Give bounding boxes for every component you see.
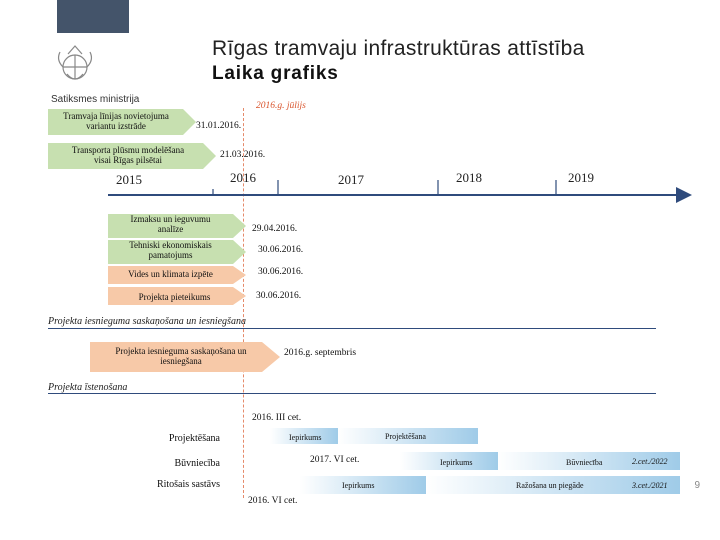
task-route-options-date: 31.01.2016. [196, 121, 242, 131]
approval-task-date: 2016.g. septembris [284, 348, 357, 358]
row-construction-end-date: 2.cet./2022 [632, 457, 668, 466]
task-application-date: 30.06.2016. [256, 291, 302, 301]
approval-task-label: Projekta iesnieguma saskaņošana un iesniegšana [115, 346, 247, 366]
implementation-bottom-date: 2016. VI cet. [248, 496, 298, 506]
row-rolling-stock-end-date: 3.cet./2021 [632, 481, 668, 490]
year-2018: 2018 [456, 170, 482, 185]
implementation-q6-date: 2017. VI cet. [310, 455, 360, 465]
row-design-label: Projektēšana [168, 433, 220, 444]
row-design-procurement-text: Iepirkums [289, 433, 322, 442]
section-approval-title: Projekta iesnieguma saskaņošana un iesniegšana [48, 316, 246, 327]
row-rolling-stock-label: Ritošais sastāvs [156, 479, 220, 490]
year-2017: 2017 [338, 172, 364, 187]
timeline-axis [108, 178, 693, 218]
task-feasibility-date: 30.06.2016. [258, 245, 304, 255]
row-rolling-stock-procurement-text: Iepirkums [342, 481, 375, 490]
page-subtitle: Laika grafiks [212, 63, 339, 84]
ministry-name: Satiksmes ministrija [51, 94, 140, 105]
row-construction-label: Būvniecība [174, 458, 220, 469]
task-cost-benefit-label: Izmaksu un ieguvumu analīze [130, 214, 211, 234]
july-marker-label: 2016.g. jūlijs [256, 101, 306, 111]
header-color-bar [57, 0, 129, 33]
implementation-q3-date: 2016. III cet. [252, 413, 302, 423]
task-route-options-label: Tramvaja līnijas novietojuma variantu izstrāde [63, 111, 169, 131]
year-2015: 2015 [116, 172, 142, 187]
row-construction-procurement-text: Iepirkums [440, 458, 473, 467]
task-cost-benefit-date: 29.04.2016. [252, 224, 298, 234]
row-construction-build-text: Būvniecība [566, 458, 603, 467]
row-design-design-text: Projektēšana [385, 432, 426, 441]
section-implementation-title: Projekta īstenošana [48, 382, 128, 393]
task-environment-label: Vides un klimata izpēte [128, 269, 213, 279]
task-feasibility-label: Tehniski ekonomiskais pamatojums [129, 240, 212, 260]
section-approval-divider [48, 328, 656, 329]
year-2016: 2016 [230, 170, 256, 185]
year-2019: 2019 [568, 170, 594, 185]
task-traffic-model-date: 21.03.2016. [220, 150, 266, 160]
page-number: 9 [694, 480, 700, 491]
page-title: Rīgas tramvaju infrastruktūras attīstība [212, 37, 585, 60]
task-environment-date: 30.06.2016. [258, 267, 304, 277]
row-rolling-stock-production-text: Ražošana un piegāde [516, 481, 584, 490]
section-implementation-divider [48, 393, 656, 394]
task-application-label: Projekta pieteikums [138, 292, 211, 302]
task-traffic-model-label: Transporta plūsmu modelēšana visai Rīgas pilsētai [71, 145, 185, 165]
